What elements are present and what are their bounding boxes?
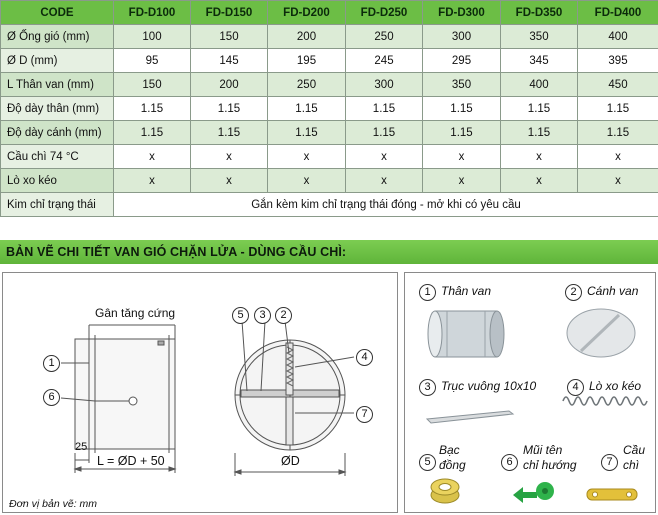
row-label: Lò xo kéo	[1, 169, 114, 193]
table-cell: 1.15	[501, 97, 578, 121]
spec-table	[0, 0, 658, 217]
part-7-name-line1: Cầu	[623, 443, 646, 457]
table-cell: 1.15	[114, 97, 191, 121]
part-3-name: Trục vuông 10x10	[441, 379, 537, 393]
table-row	[1, 169, 658, 193]
table-cell: 295	[423, 49, 501, 73]
table-row	[1, 97, 658, 121]
table-cell: 1.15	[268, 97, 346, 121]
table-cell: x	[346, 145, 423, 169]
table-cell: 350	[501, 25, 578, 49]
table-cell: 1.15	[423, 97, 501, 121]
row-label: Ø D (mm)	[1, 49, 114, 73]
table-cell: x	[578, 169, 658, 193]
table-cell: x	[501, 145, 578, 169]
part-6-name-line1: Mũi tên	[523, 443, 563, 457]
spring-image	[563, 397, 647, 405]
part-6-number: 6	[501, 454, 518, 471]
callout-4: 4	[356, 349, 373, 366]
header-cell: FD-D100	[114, 1, 191, 25]
part-7-name-line2: chì	[623, 458, 640, 472]
table-cell: 150	[191, 25, 268, 49]
table-row	[1, 49, 658, 73]
table-cell: 1.15	[191, 97, 268, 121]
table-cell: 100	[114, 25, 191, 49]
table-cell: 1.15	[578, 121, 658, 145]
part-3-number: 3	[419, 379, 436, 396]
table-cell: 145	[191, 49, 268, 73]
header-cell: FD-D150	[191, 1, 268, 25]
table-cell: x	[423, 169, 501, 193]
unit-note: Đơn vị bản vẽ: mm	[9, 498, 98, 510]
header-cell: CODE	[1, 1, 114, 25]
row-label: Kim chỉ trạng thái	[1, 193, 114, 217]
callout-5: 5	[232, 307, 249, 324]
table-header-row	[1, 1, 658, 25]
table-cell: 400	[578, 25, 658, 49]
table-cell: 395	[578, 49, 658, 73]
table-cell: 250	[268, 73, 346, 97]
header-cell: FD-D200	[268, 1, 346, 25]
table-cell: 400	[501, 73, 578, 97]
table-cell: 95	[114, 49, 191, 73]
damper-drawing	[3, 273, 399, 514]
table-cell: 200	[191, 73, 268, 97]
valve-disc-image	[567, 309, 635, 357]
technical-drawing-panel	[2, 272, 398, 513]
header-cell: FD-D400	[578, 1, 658, 25]
table-cell: 1.15	[191, 121, 268, 145]
table-cell: x	[578, 145, 658, 169]
part-6-name-line2: chỉ hướng	[523, 458, 577, 472]
table-cell: x	[191, 169, 268, 193]
callout-6: 6	[43, 389, 60, 406]
table-row	[1, 73, 658, 97]
table-cell: 1.15	[114, 121, 191, 145]
table-cell: 300	[346, 73, 423, 97]
table-cell: x	[501, 169, 578, 193]
part-5-name-line1: Bạc	[439, 443, 460, 457]
table-cell: x	[191, 145, 268, 169]
part-5-number: 5	[419, 454, 436, 471]
row-label: Cầu chì 74 °C	[1, 145, 114, 169]
row-label: Ø Ống gió (mm)	[1, 25, 114, 49]
callout-7: 7	[356, 406, 373, 423]
part-2-number: 2	[565, 284, 582, 301]
table-cell: 300	[423, 25, 501, 49]
length-dimension: L = ØD + 50	[97, 454, 165, 468]
table-cell: 195	[268, 49, 346, 73]
table-row	[1, 193, 658, 217]
part-4-number: 4	[567, 379, 584, 396]
table-cell: x	[268, 169, 346, 193]
direction-arrow-image	[513, 482, 554, 503]
table-row	[1, 121, 658, 145]
table-row	[1, 25, 658, 49]
table-cell: 1.15	[268, 121, 346, 145]
row-label: Độ dày thân (mm)	[1, 97, 114, 121]
table-cell: 1.15	[346, 97, 423, 121]
parts-panel	[404, 272, 656, 513]
header-cell: FD-D300	[423, 1, 501, 25]
table-cell: x	[114, 145, 191, 169]
table-cell: x	[114, 169, 191, 193]
table-cell: 1.15	[578, 97, 658, 121]
callout-3: 3	[254, 307, 271, 324]
part-4-name: Lò xo kéo	[589, 379, 642, 393]
part-2-name: Cánh van	[587, 284, 639, 298]
part-1-name: Thân van	[441, 284, 492, 298]
part-1-number: 1	[419, 284, 436, 301]
offset-label: 25	[75, 441, 88, 453]
section-banner: BẢN VẼ CHI TIẾT VAN GIÓ CHẶN LỬA - DÙNG CẦU CHÌ:	[0, 240, 658, 264]
callout-1: 1	[43, 355, 60, 372]
table-cell: 1.15	[501, 121, 578, 145]
table-row	[1, 145, 658, 169]
rib-label: Gân tăng cứng	[95, 306, 176, 320]
diameter-dimension: ØD	[281, 454, 300, 468]
bushing-image	[431, 479, 459, 503]
table-cell: 1.15	[423, 121, 501, 145]
table-cell: 450	[578, 73, 658, 97]
table-cell: 345	[501, 49, 578, 73]
table-cell: 350	[423, 73, 501, 97]
table-cell: 250	[346, 25, 423, 49]
part-7-number: 7	[601, 454, 618, 471]
callout-2: 2	[275, 307, 292, 324]
table-cell: 150	[114, 73, 191, 97]
table-cell: 245	[346, 49, 423, 73]
valve-body-image	[428, 311, 504, 357]
fuse-link-image	[587, 489, 637, 500]
square-shaft-image	[427, 411, 513, 423]
parts-illustrations	[405, 273, 657, 514]
table-cell: x	[268, 145, 346, 169]
row-label: Độ dày cánh (mm)	[1, 121, 114, 145]
front-view	[235, 321, 354, 476]
table-cell: x	[423, 145, 501, 169]
header-cell: FD-D250	[346, 1, 423, 25]
table-cell: 1.15	[346, 121, 423, 145]
row-label: L Thân van (mm)	[1, 73, 114, 97]
header-cell: FD-D350	[501, 1, 578, 25]
table-cell: 200	[268, 25, 346, 49]
part-5-name-line2: đồng	[439, 458, 466, 472]
indicator-note: Gắn kèm kim chỉ trạng thái đóng - mở khi có yêu cầu	[114, 193, 658, 217]
table-cell: x	[346, 169, 423, 193]
